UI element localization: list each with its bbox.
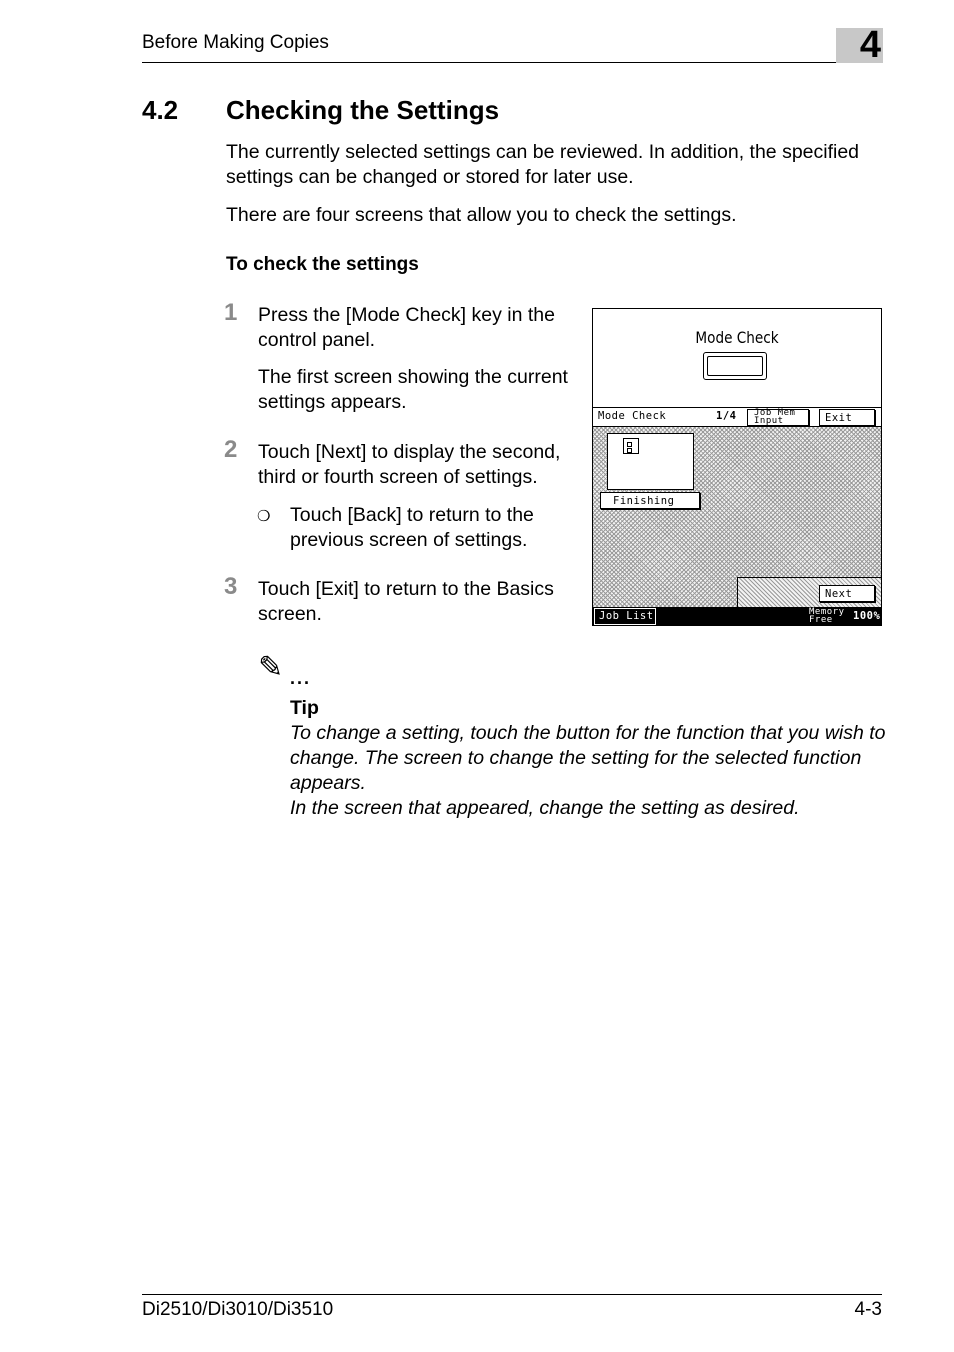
job-mem-label: Job Mem — [754, 408, 796, 418]
job-mem-input-button[interactable] — [747, 409, 809, 426]
step-text: Touch [Exit] to return to the Basics screen. — [258, 578, 554, 625]
tip-line: To change a setting, touch the button for the function that you wish to change. The screen to change the setting for the selected function appears. — [290, 722, 886, 794]
finishing-label: Finishing — [613, 495, 675, 507]
header-rule — [142, 62, 882, 63]
tip-body — [290, 721, 890, 821]
tip-line: In the screen that appeared, change the setting as desired. — [290, 797, 800, 819]
memory-percent: 100% — [853, 610, 881, 622]
footer-page-number: 4-3 — [854, 1299, 882, 1320]
job-mem-label: Input — [754, 416, 784, 426]
section-number: 4.2 — [142, 95, 179, 125]
tip-dots: ... — [290, 668, 312, 688]
chapter-tab — [836, 24, 883, 66]
screen-title: Mode Check — [598, 410, 667, 422]
job-list-button[interactable] — [594, 608, 656, 625]
step-result: The first screen showing the current settings appears. — [258, 366, 568, 413]
footer-rule — [142, 1294, 882, 1295]
finishing-preview — [607, 433, 694, 490]
pencil-icon: ✎ — [258, 650, 284, 685]
mode-check-key-label: Mode Check — [695, 328, 779, 347]
memory-label: Memory — [809, 607, 845, 617]
step-text: Touch [Next] to display the second, third or fourth screen of settings. — [258, 441, 561, 488]
footer-model: Di2510/Di3010/Di3510 — [142, 1299, 334, 1320]
status-bar — [593, 607, 881, 626]
step-text: Press the [Mode Check] key in the control panel. — [258, 304, 555, 351]
step-number: 1 — [224, 299, 238, 326]
job-list-label: Job List — [599, 610, 654, 622]
next-label: Next — [825, 588, 853, 600]
memory-label: Free — [809, 615, 833, 625]
intro-paragraph: There are four screens that allow you to check the settings. — [226, 204, 737, 226]
next-button[interactable] — [819, 585, 875, 602]
mode-check-panel-illustration — [592, 308, 882, 626]
procedure-title: To check the settings — [226, 254, 419, 275]
running-header: Before Making Copies — [142, 32, 329, 53]
step-number: 2 — [224, 436, 238, 463]
bullet-circle-icon: ❍ — [257, 508, 271, 525]
mode-check-key[interactable] — [703, 352, 767, 380]
finishing-button[interactable] — [600, 492, 700, 509]
section-title: Checking the Settings — [226, 95, 500, 125]
document-icon — [623, 438, 639, 454]
step-number: 3 — [224, 573, 238, 600]
chapter-number: 4 — [859, 24, 881, 66]
step-substep: Touch [Back] to return to the previous screen of settings. — [290, 504, 534, 551]
intro-paragraph: The currently selected settings can be reviewed. In addition, the specified settings can be changed or stored for later use. — [226, 141, 860, 188]
exit-button[interactable] — [819, 409, 875, 426]
page-indicator: 1/4 — [716, 410, 737, 422]
exit-label: Exit — [825, 412, 853, 424]
tip-heading: Tip — [290, 697, 319, 719]
